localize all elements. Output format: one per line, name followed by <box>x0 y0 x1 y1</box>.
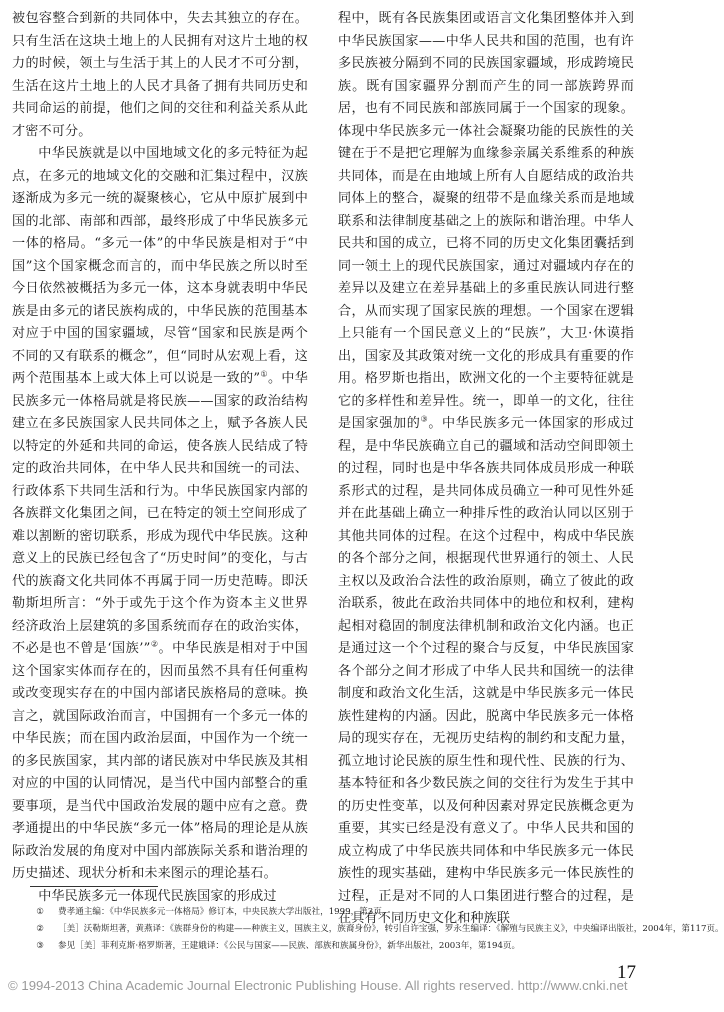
paragraph-text: 。中华民族是相对于中国这个国家实体而存在的，因而虽然不具有任何重构或改变现实存在的中国内部诸民族格局的意味。换言之，就国际政治而言，中国拥有一个多元一体的中华民族；而在国内政治层面，中国作为一个统一的多民族国家，其内部的诸民族对中华民族及其相对应的中国的认同情况，是当代中国内部整合的重要事项，是当代中国政治发展的题中应有之意。费孝通提出的中华民族“多元一体”格局的理论是从族际政治发展的角度对中国内部族际关系和谐治理的历史描述、现状分析和未来图示的理论基石。 <box>12 641 308 881</box>
footnotes <box>20 904 724 955</box>
right-text-column <box>338 8 634 931</box>
paragraph <box>12 143 308 886</box>
footnote-divider <box>30 886 158 887</box>
paragraph-text: 中华民族就是以中国地域文化的多元特征为起点，在多元的地域文化的交融和汇集过程中，汉族逐渐成为多元一统的凝聚核心，它从中原扩展到中国的北部、南部和西部，最终形成了中华民族多元一体的格局。“多元一体”的中华民族是相对于“中国”这个国家概念而言的，而中华民族之所以时至今日依然被概括为多元一体，这本身就表明中华民族是由多元的诸民族构成的，中华民族的范围基本对应于中国的国家疆域，尽管“国家和民族是两个不同的又有联系的概念”，但“同时从宏观上看，这两个范围基本上或大体上可以说是一致的” <box>12 146 308 386</box>
paragraph-text: 。中华民族多元一体国家的形成过程，是中华民族确立自己的疆域和活动空间即领土的过程，同时也是中华各族共同体成员形成一种联系形式的过程，是共同体成员确立一种可见性外延并在此基础上确立一种排斥性的政治认同以区别于其他共同体的过程。在这个过程中，构成中华民族的各个部分之间，根据现代世界通行的领土、人民主权以及政治合法性的政治原则，确立了彼此的政治联系，彼此在政治共同体中的地位和权利，建构起相对稳固的制度法律机制和政治文化内涵。也正是通过这一个个过程的聚合与反复，中华民族国家各个部分之间才形成了中华人民共和国统一的法律制度和政治文化生活，这就是中华民族多元一体民族性建构的内涵。因此，脱离中华民族多元一体格局的现实存在，无视历史结构的制约和支配力量，孤立地讨论民族的原生性和现代性、民族的行为、基本特征和各少数民族之间的交往行为发生于其中的历史性变革，以及何种因素对界定民族概念更为重要，其实已经是没有意义了。中华人民共和国的成立构成了中华民族共同体和中华民族多元一体民族性的现实基础，建构中华民族多元一体民族性的过程，正是对不同的人口集团进行整合的过程，是在具有不同历史文化和种族联 <box>338 416 634 926</box>
footnote <box>20 904 640 921</box>
footnote-marker[interactable]: ② <box>150 639 159 649</box>
footnote-text: 费孝通主编：《中华民族多元一体格局》修订本，中央民族大学出版社，1999，第3页。 <box>58 907 391 917</box>
copyright-notice: © 1994-2013 China Academic Journal Electronic Publishing House. All rights reserved. http://www.cnki.net <box>8 978 628 993</box>
paragraph: 中华民族多元一体现代民族国家的形成过 <box>38 888 277 904</box>
footnote-text: 参见［美］菲利克斯·格罗斯著，王建娥译：《公民与国家——民族、部族和族属身份》，新华出版社，2003年，第194页。 <box>58 941 521 951</box>
footnote-text: ［美］沃勒斯坦著，黄燕译：《族群身份的构建——种族主义，国族主义，族裔身份》，转引自许宝强，罗永生编译：《解殖与民族主义》，中央编译出版社，2004年，第117页。 <box>58 924 724 934</box>
paragraph-text: 程中，既有各民族集团或语言文化集团整体并入到中华民族国家——中华人民共和国的范围，也有许多民族被分隔到不同的民族国家疆域，形成跨境民族。既有国家疆界分割而产生的同一部族跨界而居，也有不同民族和部族同属于一个国家的现象。体现中华民族多元一体社会凝聚功能的民族性的关键在于不是把它理解为血缘参亲属关系维系的种族共同体，而是在由地域上所有人自愿结成的政治共同体上的整合，凝聚的纽带不是血缘关系而是地域联系和法律制度基础之上的族际和谐治理。中华人民共和国的成立，已将不同的历史文化集团囊括到同一领土上的现代民族国家，通过对疆域内存在的差异以及建立在差异基础上的多重民族认同进行整合，从而实现了国家民族的理想。一个国家在逻辑上只能有一个国民意义上的“民族”，大卫·休谟指出，国家及其政策对统一文化的形成具有重要的作用。格罗斯也指出，欧洲文化的一个主要特征就是它的多样性和差异性。统一，即单一的文化，往往是国家强加的 <box>338 11 634 431</box>
footnote <box>20 938 640 955</box>
footnote-mark: ① <box>36 907 44 917</box>
page-number: 17 <box>617 962 636 983</box>
paragraph <box>338 8 634 931</box>
footnote-mark: ② <box>36 924 44 934</box>
paragraph-text: 。中华民族多元一体格局就是将民族——国家的政治结构建立在多民族国家人民共同体之上，赋予各族人民以特定的外延和共同的命运，使各族人民结成了特定的政治共同体，在中华人民共和国统一的司法、行政体系下共同生活和行为。中华民族国家内部的各族群文化集团之间，已在特定的领土空间形成了难以割断的密切联系，形成为现代中华民族。这种意义上的民族已经包含了“历史时间”的变化，与古代的族裔文化共同体不再属于同一历史范畴。即沃勒斯坦所言：“外于或先于这个作为资本主义世界经济政治上层建筑的多国系统而存在的政治实体，不必是也不曾是‘国族’” <box>12 371 309 656</box>
paragraph: 被包容整合到新的共同体中，失去其独立的存在。只有生活在这块土地上的人民拥有对这片土地的权力的时候，领土与生活于其上的人民才不可分割，生活在这片土地上的人民才具备了拥有共同历史和共同命运的前提，他们之间的交往和利益关系从此才密不可分。 <box>12 11 308 139</box>
footnote <box>20 921 724 938</box>
footnote-marker[interactable]: ① <box>260 369 268 379</box>
footnote-marker[interactable]: ③ <box>420 414 429 424</box>
footnote-mark: ③ <box>36 941 44 951</box>
left-text-column <box>12 8 308 908</box>
